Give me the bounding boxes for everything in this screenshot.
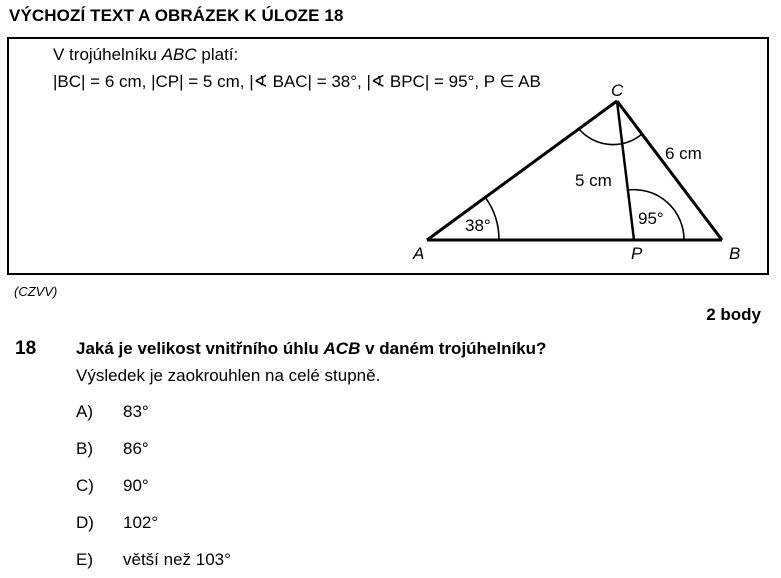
- side-bc: [617, 101, 722, 240]
- section-title: VÝCHOZÍ TEXT A OBRÁZEK K ÚLOZE 18: [9, 6, 344, 25]
- option-text: 83°: [123, 402, 149, 421]
- option-letter: D): [76, 513, 94, 532]
- option-text: 90°: [123, 476, 149, 495]
- angle-arc-acb: [579, 129, 642, 145]
- option-text: 102°: [123, 513, 159, 532]
- task-question-prefix: Jaká je velikost vnitřního úhlu: [76, 339, 324, 358]
- task-note: Výsledek je zaokrouhlen na celé stupně.: [76, 366, 381, 385]
- option-letter: E): [76, 550, 93, 569]
- task-question-angle: ACB: [323, 339, 361, 358]
- option-letter: C): [76, 476, 94, 495]
- triangle-figure: [9, 39, 769, 275]
- task-question-suffix: v daném trojúhelníku?: [360, 339, 547, 358]
- triangle-name: ABC: [161, 45, 197, 64]
- given-line-2: |BC| = 6 cm, |CP| = 5 cm, |∢ BAC| = 38°, |∢ BPC| = 95°, P ∈ AB: [53, 72, 541, 91]
- angle-label-bpc: 95°: [638, 209, 664, 228]
- points-badge: 2 body: [706, 305, 761, 324]
- angle-label-bac: 38°: [465, 216, 491, 235]
- side-label-cp: 5 cm: [575, 171, 612, 190]
- given-line-1-suffix: platí:: [196, 45, 239, 64]
- option-text: větší než 103°: [123, 550, 231, 569]
- vertex-label-p: P: [631, 244, 643, 263]
- option-letter: B): [76, 439, 93, 458]
- option-letter: A): [76, 402, 93, 421]
- vertex-label-c: C: [611, 81, 624, 100]
- side-label-bc: 6 cm: [665, 144, 702, 163]
- source-box: [7, 37, 769, 275]
- option-text: 86°: [123, 439, 149, 458]
- given-line-1-prefix: V trojúhelníku: [53, 45, 162, 64]
- task-number: 18: [15, 338, 37, 359]
- vertex-label-a: A: [413, 244, 425, 263]
- vertex-label-b: B: [729, 244, 741, 263]
- source-note: (CZVV): [14, 284, 58, 299]
- task-question: [76, 339, 546, 359]
